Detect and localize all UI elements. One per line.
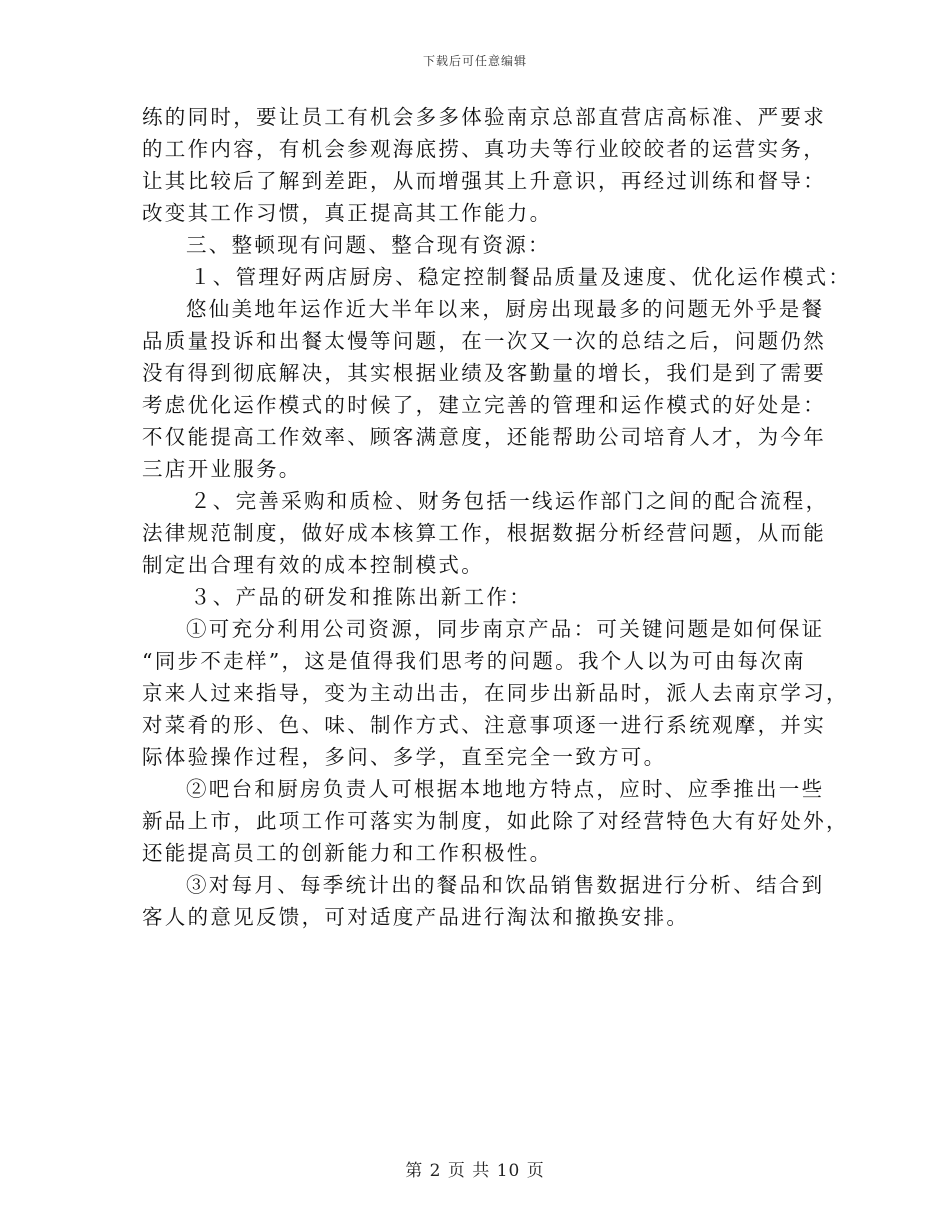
text-line: “同步不走样”，这是值得我们思考的问题。我个人以为可由每次南	[142, 649, 806, 673]
text-line: 对菜肴的形、色、味、制作方式、注意事项逐一进行系统观摩，并实	[142, 713, 826, 737]
text-line: 悠仙美地年运作近大半年以来，厨房出现最多的问题无外乎是餐	[186, 297, 825, 321]
text-line: 的工作内容，有机会参观海底捞、真功夫等行业皎皎者的运营实务，	[142, 137, 826, 161]
subsection-heading: １、管理好两店厨房、稳定控制餐品质量及速度、优化运作模式：	[190, 265, 852, 289]
text-line: 还能提高员工的创新能力和工作积极性。	[142, 841, 553, 865]
section-heading: 三、整顿现有问题、整合现有资源：	[186, 233, 551, 257]
text-line: 法律规范制度，做好成本核算工作，根据数据分析经营问题，从而能	[142, 521, 826, 545]
text-line: 让其比较后了解到差距，从而增强其上升意识，再经过训练和督导：	[142, 169, 826, 193]
text-line: 不仅能提高工作效率、顾客满意度，还能帮助公司培育人才，为今年	[142, 425, 826, 449]
text-line: 品质量投诉和出餐太慢等问题，在一次又一次的总结之后，问题仍然	[142, 329, 826, 353]
list-item-2: ②吧台和厨房负责人可根据本地地方特点，应时、应季推出一些	[186, 777, 825, 801]
text-line: 考虑优化运作模式的时候了，建立完善的管理和运作模式的好处是：	[142, 393, 826, 417]
page-header: 下载后可任意编辑	[422, 54, 527, 68]
text-line: 京来人过来指导，变为主动出击，在同步出新品时，派人去南京学习，	[142, 681, 849, 705]
page-footer: 第 2 页 共 10 页	[405, 1161, 545, 1181]
text-line: 练的同时，要让员工有机会多多体验南京总部直营店高标准、严要求	[142, 105, 826, 129]
text-line: 制定出合理有效的成本控制模式。	[142, 553, 484, 577]
document-body	[142, 101, 852, 933]
text-line: 改变其工作习惯，真正提高其工作能力。	[142, 201, 553, 225]
list-item-3: ③对每月、每季统计出的餐品和饮品销售数据进行分析、结合到	[186, 873, 825, 897]
subsection-heading: ２、完善采购和质检、财务包括一线运作部门之间的配合流程，	[190, 489, 829, 513]
text-line: 客人的意见反馈，可对适度产品进行淘汰和撤换安排。	[142, 905, 690, 929]
list-item-1: ①可充分利用公司资源，同步南京产品：可关键问题是如何保证	[186, 617, 825, 641]
subsection-heading: ３、产品的研发和推陈出新工作：	[190, 585, 532, 609]
text-line: 没有得到彻底解决，其实根据业绩及客勤量的增长，我们是到了需要	[142, 361, 826, 385]
text-line: 新品上市，此项工作可落实为制度，如此除了对经营特色大有好处外，	[142, 809, 849, 833]
text-line: 际体验操作过程，多问、多学，直至完全一致方可。	[142, 745, 667, 769]
text-line: 三店开业服务。	[142, 457, 302, 481]
